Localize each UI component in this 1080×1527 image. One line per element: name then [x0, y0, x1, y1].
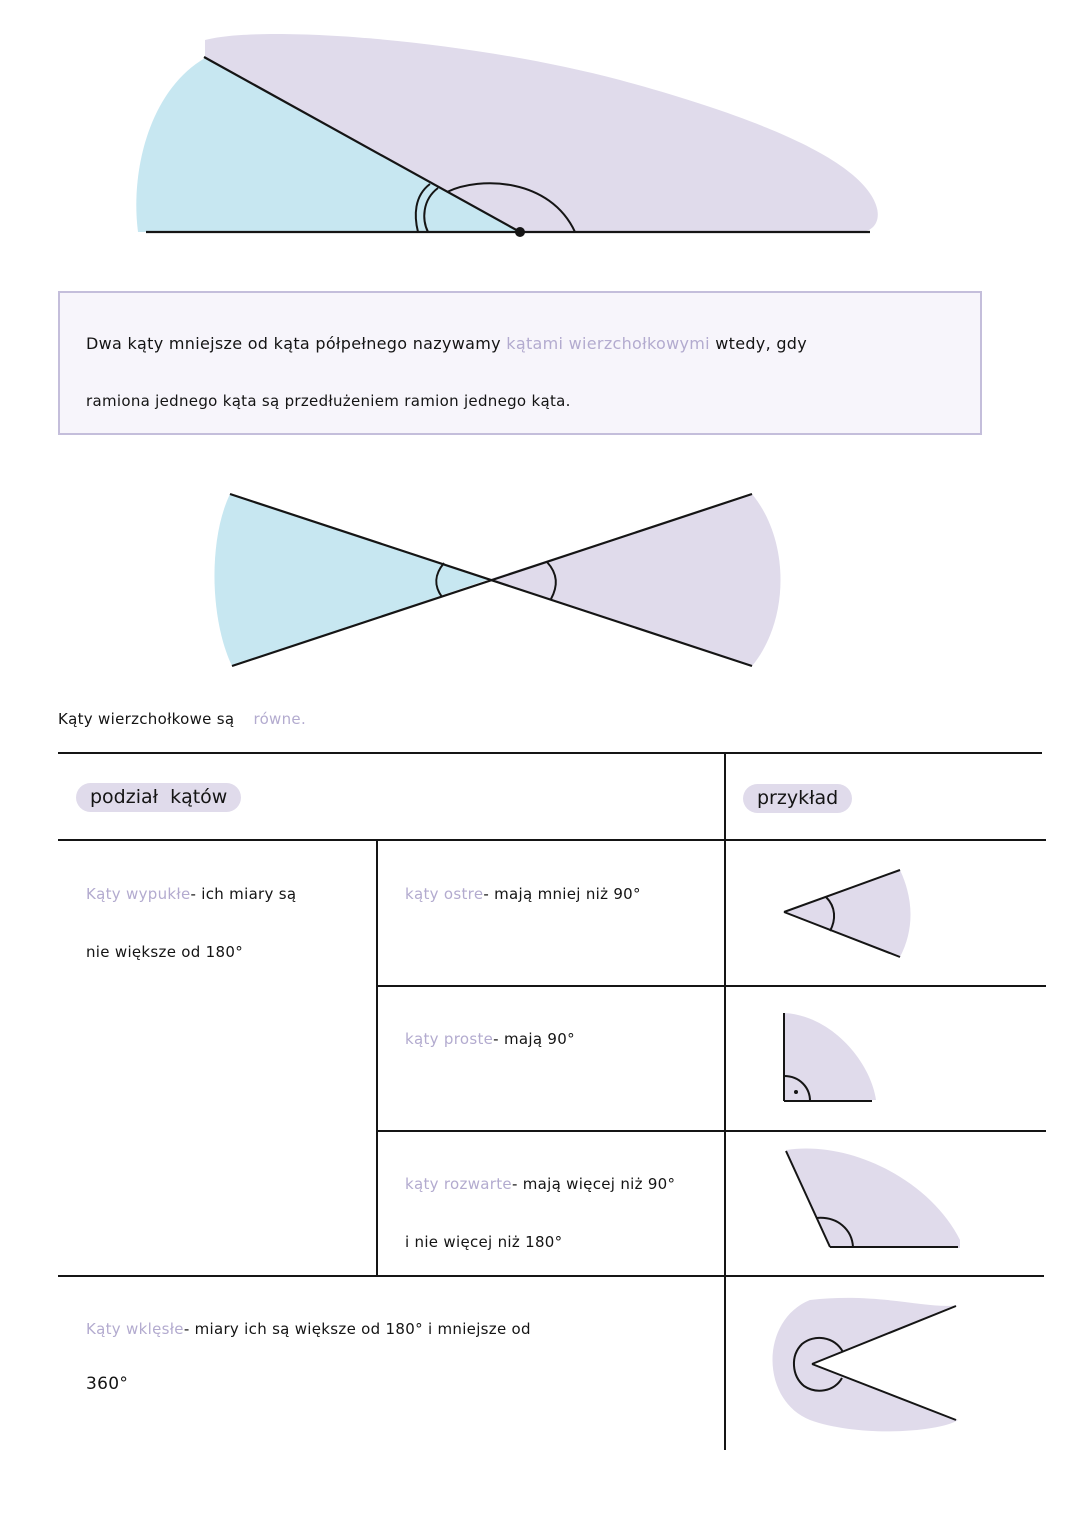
convex-line-2: nie większe od 180° — [86, 943, 244, 961]
acute-angle-example — [784, 870, 911, 957]
convex-text-1: - ich miary są — [190, 885, 297, 903]
definition-line-1-end: wtedy, gdy — [715, 334, 808, 353]
definition-term: kątami wierzchołkowymi — [506, 334, 710, 353]
reflex-text-1: - miary ich są większe od 180° i mniejsze od — [183, 1320, 531, 1338]
property-text: Kąty wierzchołkowe są — [58, 710, 235, 728]
definition-line-2: ramiona jednego kąta są przedłużeniem ramion jednego kąta. — [86, 392, 571, 410]
reflex-line-2: 360° — [86, 1374, 129, 1394]
definition-line-1-text: Dwa kąty mniejsze od kąta półpełnego nazywamy — [86, 334, 501, 353]
right-term: kąty proste — [405, 1030, 494, 1048]
right-angle-example — [784, 1013, 876, 1101]
obtuse-text-1: - mają więcej niż 90° — [511, 1175, 676, 1193]
convex-term: Kąty wypukłe — [86, 885, 191, 903]
property-highlight: równe. — [253, 710, 307, 728]
obtuse-angle-example — [786, 1148, 960, 1248]
right-text: - mają 90° — [493, 1030, 575, 1048]
header-classification: podział kątów — [76, 783, 241, 812]
reflex-angle-example — [773, 1298, 959, 1431]
reflex-term: Kąty wklęsłe — [86, 1320, 184, 1338]
header-example: przykład — [743, 784, 852, 813]
acute-term: kąty ostre — [405, 885, 484, 903]
obtuse-term: kąty rozwarte — [405, 1175, 512, 1193]
obtuse-line-2: i nie więcej niż 180° — [405, 1233, 563, 1251]
acute-text: - mają mniej niż 90° — [483, 885, 641, 903]
